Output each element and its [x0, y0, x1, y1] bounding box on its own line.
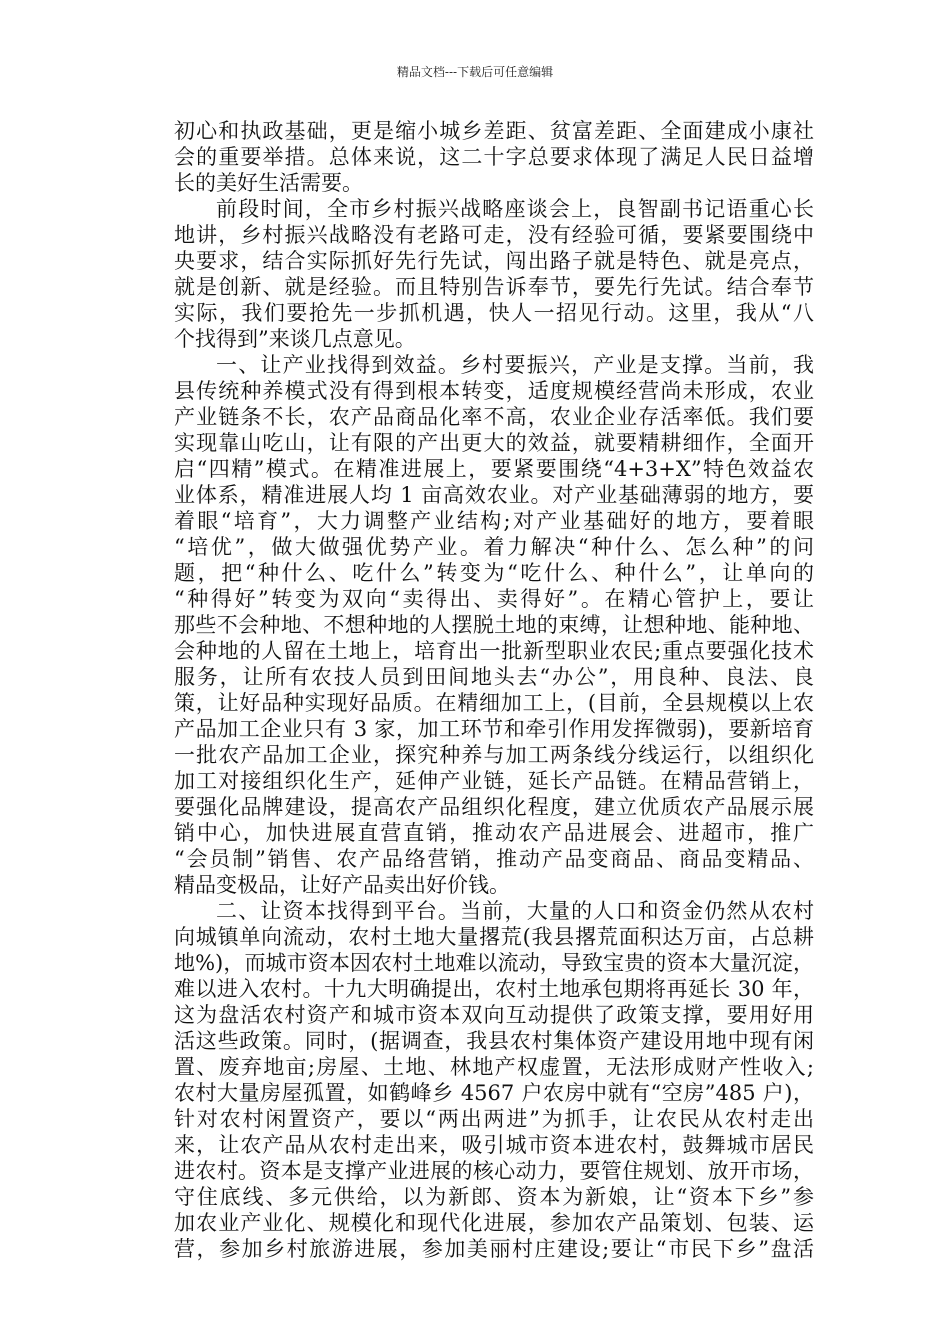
text-line: 守住底线、多元供给，以为新郎、资本为新娘，让“资本下乡”参 [174, 1185, 814, 1209]
text-line: 农村大量房屋孤置，如鹤峰乡 4567 户农房中就有“空房”485 户)， [174, 1081, 814, 1105]
text-line: 产业链条不长，农产品商品化率不高，农业企业存活率低。我们要 [174, 405, 814, 429]
text-line: 会种地的人留在土地上，培育出一批新型职业农民;重点要强化技术 [174, 639, 814, 663]
text-line: 实现靠山吃山，让有限的产出更大的效益，就要精耕细作，全面开 [174, 431, 814, 455]
text-line: 初心和执政基础，更是缩小城乡差距、贫富差距、全面建成小康社 [174, 119, 814, 143]
text-line: 要强化品牌建设，提高农产品组织化程度，建立优质农产品展示展 [174, 795, 814, 819]
text-line: 精品变极品，让好产品卖出好价钱。 [174, 873, 510, 897]
text-line: 地%)，而城市资本因农村土地难以流动，导致宝贵的资本大量沉淀， [174, 951, 814, 975]
text-line: 加工对接组织化生产，延伸产业链，延长产品链。在精品营销上， [174, 769, 814, 793]
paragraph [174, 118, 814, 196]
text-line: 那些不会种地、不想种地的人摆脱土地的束缚，让想种地、能种地、 [174, 613, 814, 637]
text-line: 服务，让所有农技人员到田间地头去“办公”，用良种、良法、良 [174, 665, 814, 689]
text-line: 实际，我们要抢先一步抓机遇，快人一招见行动。这里，我从“八 [174, 301, 814, 325]
text-line: 针对农村闲置资产，要以“两出两进”为抓手，让农民从农村走出 [174, 1107, 814, 1131]
text-line: “会员制”销售、农产品络营销，推动产品变商品、商品变精品、 [174, 847, 814, 871]
paragraph [174, 898, 814, 1262]
text-line: 就是创新、就是经验。而且特别告诉奉节，要先行先试。结合奉节 [174, 275, 814, 299]
text-line: 活这些政策。同时，(据调查，我县农村集体资产建设用地中现有闲 [174, 1029, 814, 1053]
text-line: 产品加工企业只有 3 家，加工环节和牵引作用发挥微弱)，要新培育 [174, 717, 814, 741]
text-line: 策，让好品种实现好品质。在精细加工上，(目前，全县规模以上农 [174, 691, 814, 715]
text-line: 县传统种养模式没有得到根本转变，适度规模经营尚未形成，农业 [174, 379, 814, 403]
text-line: 题，把“种什么、吃什么”转变为“吃什么、种什么”，让单向的 [174, 561, 814, 585]
text-line: 向城镇单向流动，农村土地大量撂荒(我县撂荒面积达万亩，占总耕 [174, 925, 814, 949]
text-line: “种得好”转变为双向“卖得出、卖得好”。在精心管护上，要让 [174, 587, 814, 611]
text-line: 前段时间，全市乡村振兴战略座谈会上，良智副书记语重心长 [216, 197, 814, 221]
text-line: 长的美好生活需要。 [174, 171, 363, 195]
paragraph [174, 352, 814, 898]
text-line: 一、让产业找得到效益。乡村要振兴，产业是支撑。当前，我 [216, 353, 814, 377]
text-line: 启“四精”模式。在精准进展上，要紧要围绕“4+3+X”特色效益农 [174, 457, 814, 481]
text-line: 一批农产品加工企业，探究种养与加工两条线分线运行，以组织化 [174, 743, 814, 767]
text-line: 营，参加乡村旅游进展，参加美丽村庄建设;要让“市民下乡”盘活 [174, 1237, 814, 1261]
text-line: 会的重要举措。总体来说，这二十字总要求体现了满足人民日益增 [174, 145, 814, 169]
text-line: 销中心，加快进展直营直销，推动农产品进展会、进超市，推广 [174, 821, 814, 845]
text-line: 业体系，精准进展人均 1 亩高效农业。对产业基础薄弱的地方，要 [174, 483, 814, 507]
text-line: 着眼“培育”，大力调整产业结构;对产业基础好的地方，要着眼 [174, 509, 814, 533]
text-line: 难以进入农村。十九大明确提出，农村土地承包期将再延长 30 年， [174, 977, 814, 1001]
text-line: 个找得到”来谈几点意见。 [174, 327, 416, 351]
text-line: 加农业产业化、规模化和现代化进展，参加农产品策划、包装、运 [174, 1211, 814, 1235]
text-line: 二、让资本找得到平台。当前，大量的人口和资金仍然从农村 [216, 899, 814, 923]
text-line: 这为盘活农村资产和城市资本双向互动提供了政策支撑，要用好用 [174, 1003, 814, 1027]
text-line: 央要求，结合实际抓好先行先试，闯出路子就是特色、就是亮点， [174, 249, 814, 273]
text-line: 地讲，乡村振兴战略没有老路可走，没有经验可循，要紧要围绕中 [174, 223, 814, 247]
text-line: “培优”，做大做强优势产业。着力解决“种什么、怎么种”的问 [174, 535, 814, 559]
text-line: 置、废弃地亩;房屋、土地、林地产权虚置，无法形成财产性收入; [174, 1055, 814, 1079]
text-line: 来，让农产品从农村走出来，吸引城市资本进农村，鼓舞城市居民 [174, 1133, 814, 1157]
page-header: 精品文档---下载后可任意编辑 [396, 65, 554, 79]
document-body [174, 118, 814, 1262]
paragraph [174, 196, 814, 352]
text-line: 进农村。资本是支撑产业进展的核心动力，要管住规划、放开市场， [174, 1159, 814, 1183]
